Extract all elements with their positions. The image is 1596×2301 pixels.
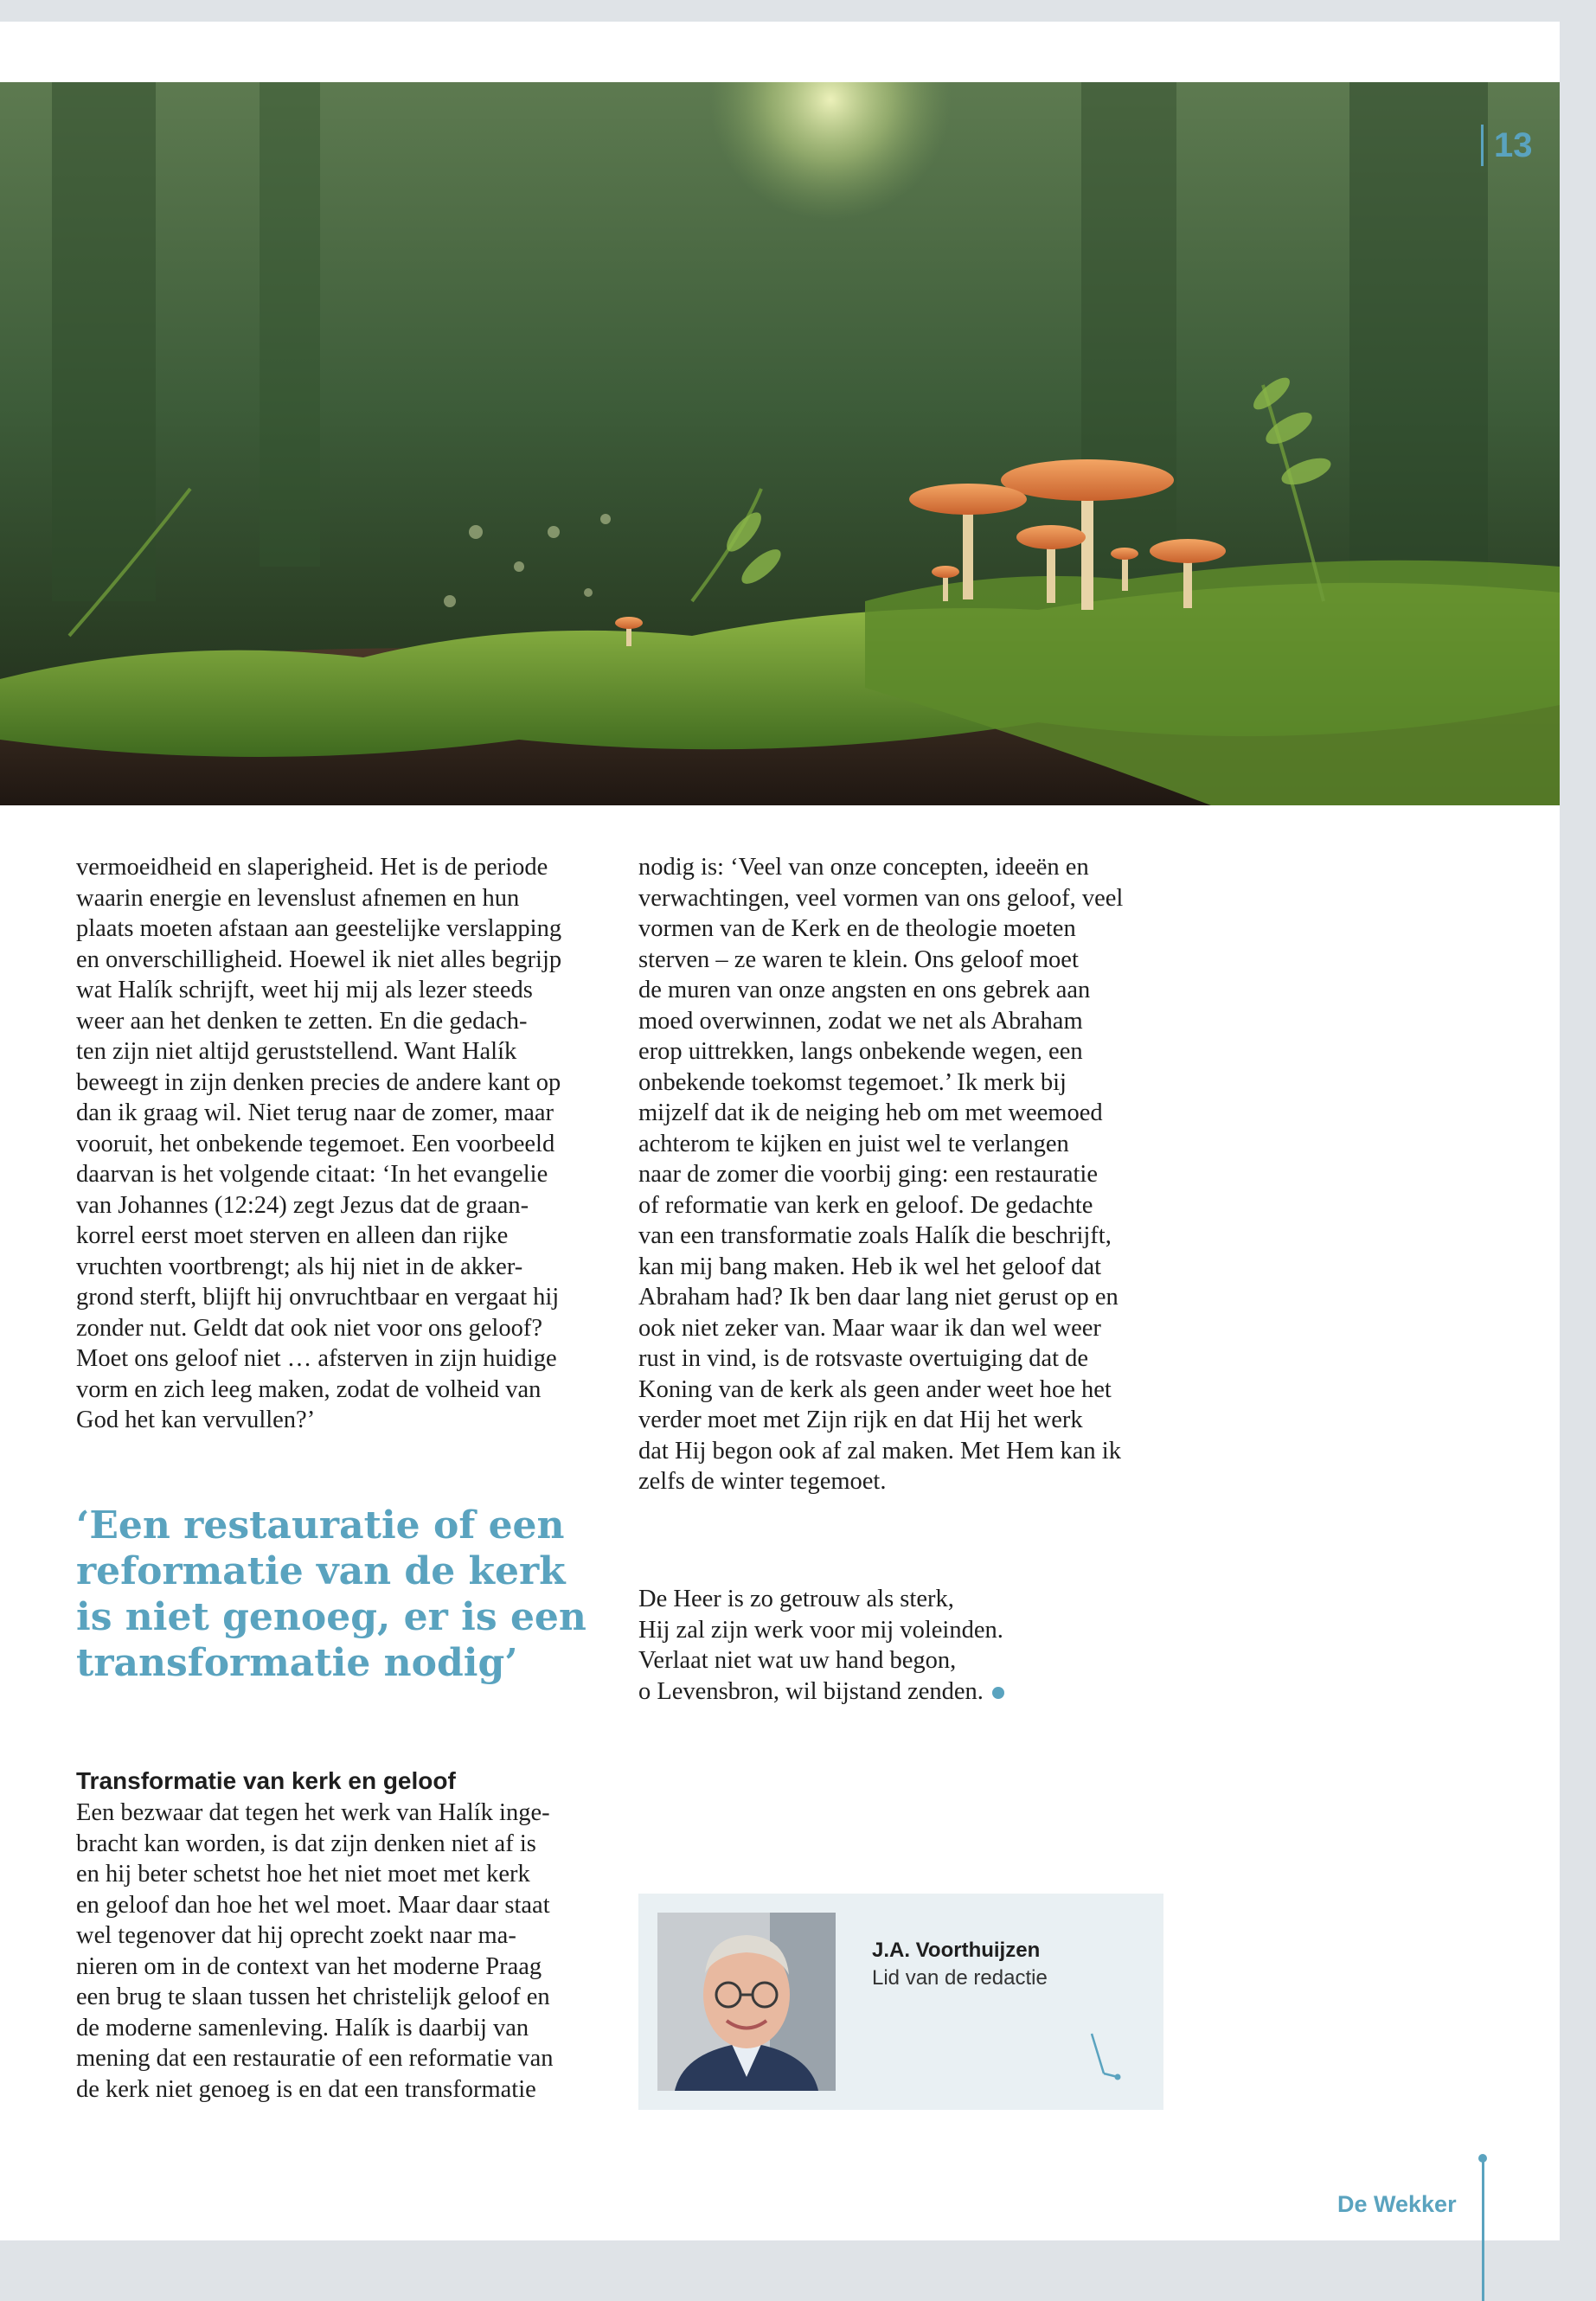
text-line: achterom te kijken en juist wel te verlangen: [638, 1130, 1069, 1157]
text-line: of reformatie van kerk en geloof. De gedachte: [638, 1191, 1093, 1219]
author-role: Lid van de redactie: [872, 1966, 1048, 1990]
text-line: vooruit, het onbekende tegemoet. Een voorbeeld: [76, 1130, 555, 1157]
text-line: zelfs de winter tegemoet.: [638, 1468, 887, 1495]
text-line: en onverschilligheid. Hoewel ik niet alles begrijp: [76, 945, 562, 973]
text-line: zonder nut. Geldt dat ook niet voor ons geloof?: [76, 1314, 542, 1342]
text-line: ook niet zeker van. Maar waar ik dan wel weer: [638, 1314, 1101, 1342]
text-line: een brug te slaan tussen het christelijk geloof en: [76, 1984, 550, 2010]
text-line: verder moet met Zijn rijk en dat Hij het werk: [638, 1407, 1083, 1433]
poem-last-line: o Levensbron, wil bijstand zenden.: [638, 1677, 984, 1705]
left-column-paragraph-2: [76, 1798, 606, 2105]
page-number: [1481, 124, 1533, 167]
poem-line: De Heer is zo getrouw als sterk,: [638, 1586, 954, 1612]
text-line: en hij beter schetst hoe het niet moet met kerk: [76, 1861, 530, 1888]
pull-quote-line: ‘Een restauratie of een: [76, 1503, 565, 1548]
text-line: vormen van de Kerk en de theologie moeten: [638, 915, 1076, 942]
author-photo: [657, 1913, 836, 2091]
text-line: ten zijn niet altijd geruststellend. Want Halík: [76, 1038, 517, 1065]
text-line: rust in vind, is de rotsvaste overtuiging dat de: [638, 1345, 1089, 1372]
text-line: waarin energie en levenslust afnemen en hun: [76, 884, 520, 912]
text-line: onbekende toekomst tegemoet.’ Ik merk bij: [638, 1068, 1067, 1096]
poem-line: Hij zal zijn werk voor mij voleinden.: [638, 1616, 1003, 1644]
text-line: erop uittrekken, langs onbekende wegen, een: [638, 1038, 1083, 1065]
author-name: J.A. Voorthuijzen: [872, 1939, 1041, 1962]
text-line: en geloof dan hoe het wel moet. Maar daar staat: [76, 1891, 550, 1919]
text-line: beweegt in zijn denken precies de andere kant op: [76, 1068, 561, 1096]
text-line: Abraham had? Ik ben daar lang niet gerust op en: [638, 1284, 1118, 1311]
text-line: verwachtingen, veel vormen van ons geloof, veel: [638, 884, 1124, 912]
text-line: de kerk niet genoeg is en dat een transformatie: [76, 2075, 536, 2103]
text-line: grond sterft, blijft hij onvruchtbaar en vergaat hij: [76, 1284, 560, 1311]
page: [0, 22, 1560, 2240]
text-line: mening dat een restauratie of een reformatie van: [76, 2045, 554, 2072]
text-line: de moderne samenleving. Halík is daarbij van: [76, 2014, 529, 2041]
text-line: naar de zomer die voorbij ging: een restauratie: [638, 1161, 1098, 1188]
text-line: bracht kan worden, is dat zijn denken niet af is: [76, 1830, 536, 1857]
hero-image: [0, 82, 1560, 805]
text-line: Moet ons geloof niet … afsterven in zijn huidige: [76, 1345, 557, 1372]
footer-dot-icon: [1478, 2154, 1487, 2163]
page-number-rule: [1481, 125, 1484, 166]
text-line: nodig is: ‘Veel van onze concepten, ideeën en: [638, 854, 1089, 881]
text-line: sterven – ze waren te klein. Ons geloof moet: [638, 945, 1079, 973]
text-line: dan ik graag wil. Niet terug naar de zomer, maar: [76, 1099, 554, 1126]
text-line: weer aan het denken te zetten. En die gedach-: [76, 1007, 528, 1035]
section-subheading: Transformatie van kerk en geloof: [76, 1767, 456, 1794]
text-line: mijzelf dat ik de neiging heb om met weemoed: [638, 1099, 1103, 1126]
poem-line: [638, 1676, 1004, 1708]
text-line: moed overwinnen, zodat we net als Abraham: [638, 1007, 1083, 1035]
left-column-paragraph-1: [76, 852, 606, 1436]
text-line: Een bezwaar dat tegen het werk van Halík inge-: [76, 1799, 550, 1826]
text-line: nieren om in de context van het moderne Praag: [76, 1952, 542, 1980]
text-line: vorm en zich leeg maken, zodat de volheid van: [76, 1375, 542, 1403]
page-number-text: 13: [1494, 125, 1533, 164]
text-line: vruchten voortbrengt; als hij niet in de akker-: [76, 1253, 523, 1280]
poem-line: Verlaat niet wat uw hand begon,: [638, 1647, 957, 1674]
pull-quote-line: reformatie van de kerk: [76, 1549, 566, 1593]
pull-quote-line: transformatie nodig’: [76, 1641, 518, 1685]
pull-quote: [76, 1503, 612, 1686]
text-line: dat Hij begon ook af zal maken. Met Hem kan ik: [638, 1437, 1121, 1465]
text-line: van Johannes (12:24) zegt Jezus dat de graan-: [76, 1191, 529, 1219]
author-box: [638, 1894, 1163, 2110]
text-line: Koning van de kerk als geen ander weet hoe het: [638, 1375, 1112, 1403]
text-line: daarvan is het volgende citaat: ‘In het evangelie: [76, 1161, 548, 1188]
text-line: wel tegenover dat hij oprecht zoekt naar ma-: [76, 1922, 516, 1949]
text-line: van een transformatie zoals Halík die beschrijft,: [638, 1222, 1112, 1249]
right-column-paragraph: [638, 852, 1168, 1497]
pull-quote-line: is niet genoeg, er is een: [76, 1595, 586, 1639]
text-line: vermoeidheid en slaperigheid. Het is de periode: [76, 854, 548, 881]
text-line: korrel eerst moet sterven en alleen dan rijke: [76, 1222, 509, 1249]
text-line: God het kan vervullen?’: [76, 1407, 316, 1433]
footer-rule: [1482, 2157, 1484, 2301]
end-mark-icon: [992, 1687, 1004, 1699]
text-line: de muren van onze angsten en ons gebrek aan: [638, 977, 1091, 1003]
footer-publication: De Wekker: [1337, 2191, 1457, 2217]
signature-mark-icon: [1088, 2030, 1123, 2086]
text-line: wat Halík schrijft, weet hij mij als lezer steeds: [76, 977, 533, 1003]
poem: [638, 1584, 1004, 1707]
text-line: kan mij bang maken. Heb ik wel het geloof dat: [638, 1253, 1102, 1280]
text-line: plaats moeten afstaan aan geestelijke verslapping: [76, 915, 562, 942]
